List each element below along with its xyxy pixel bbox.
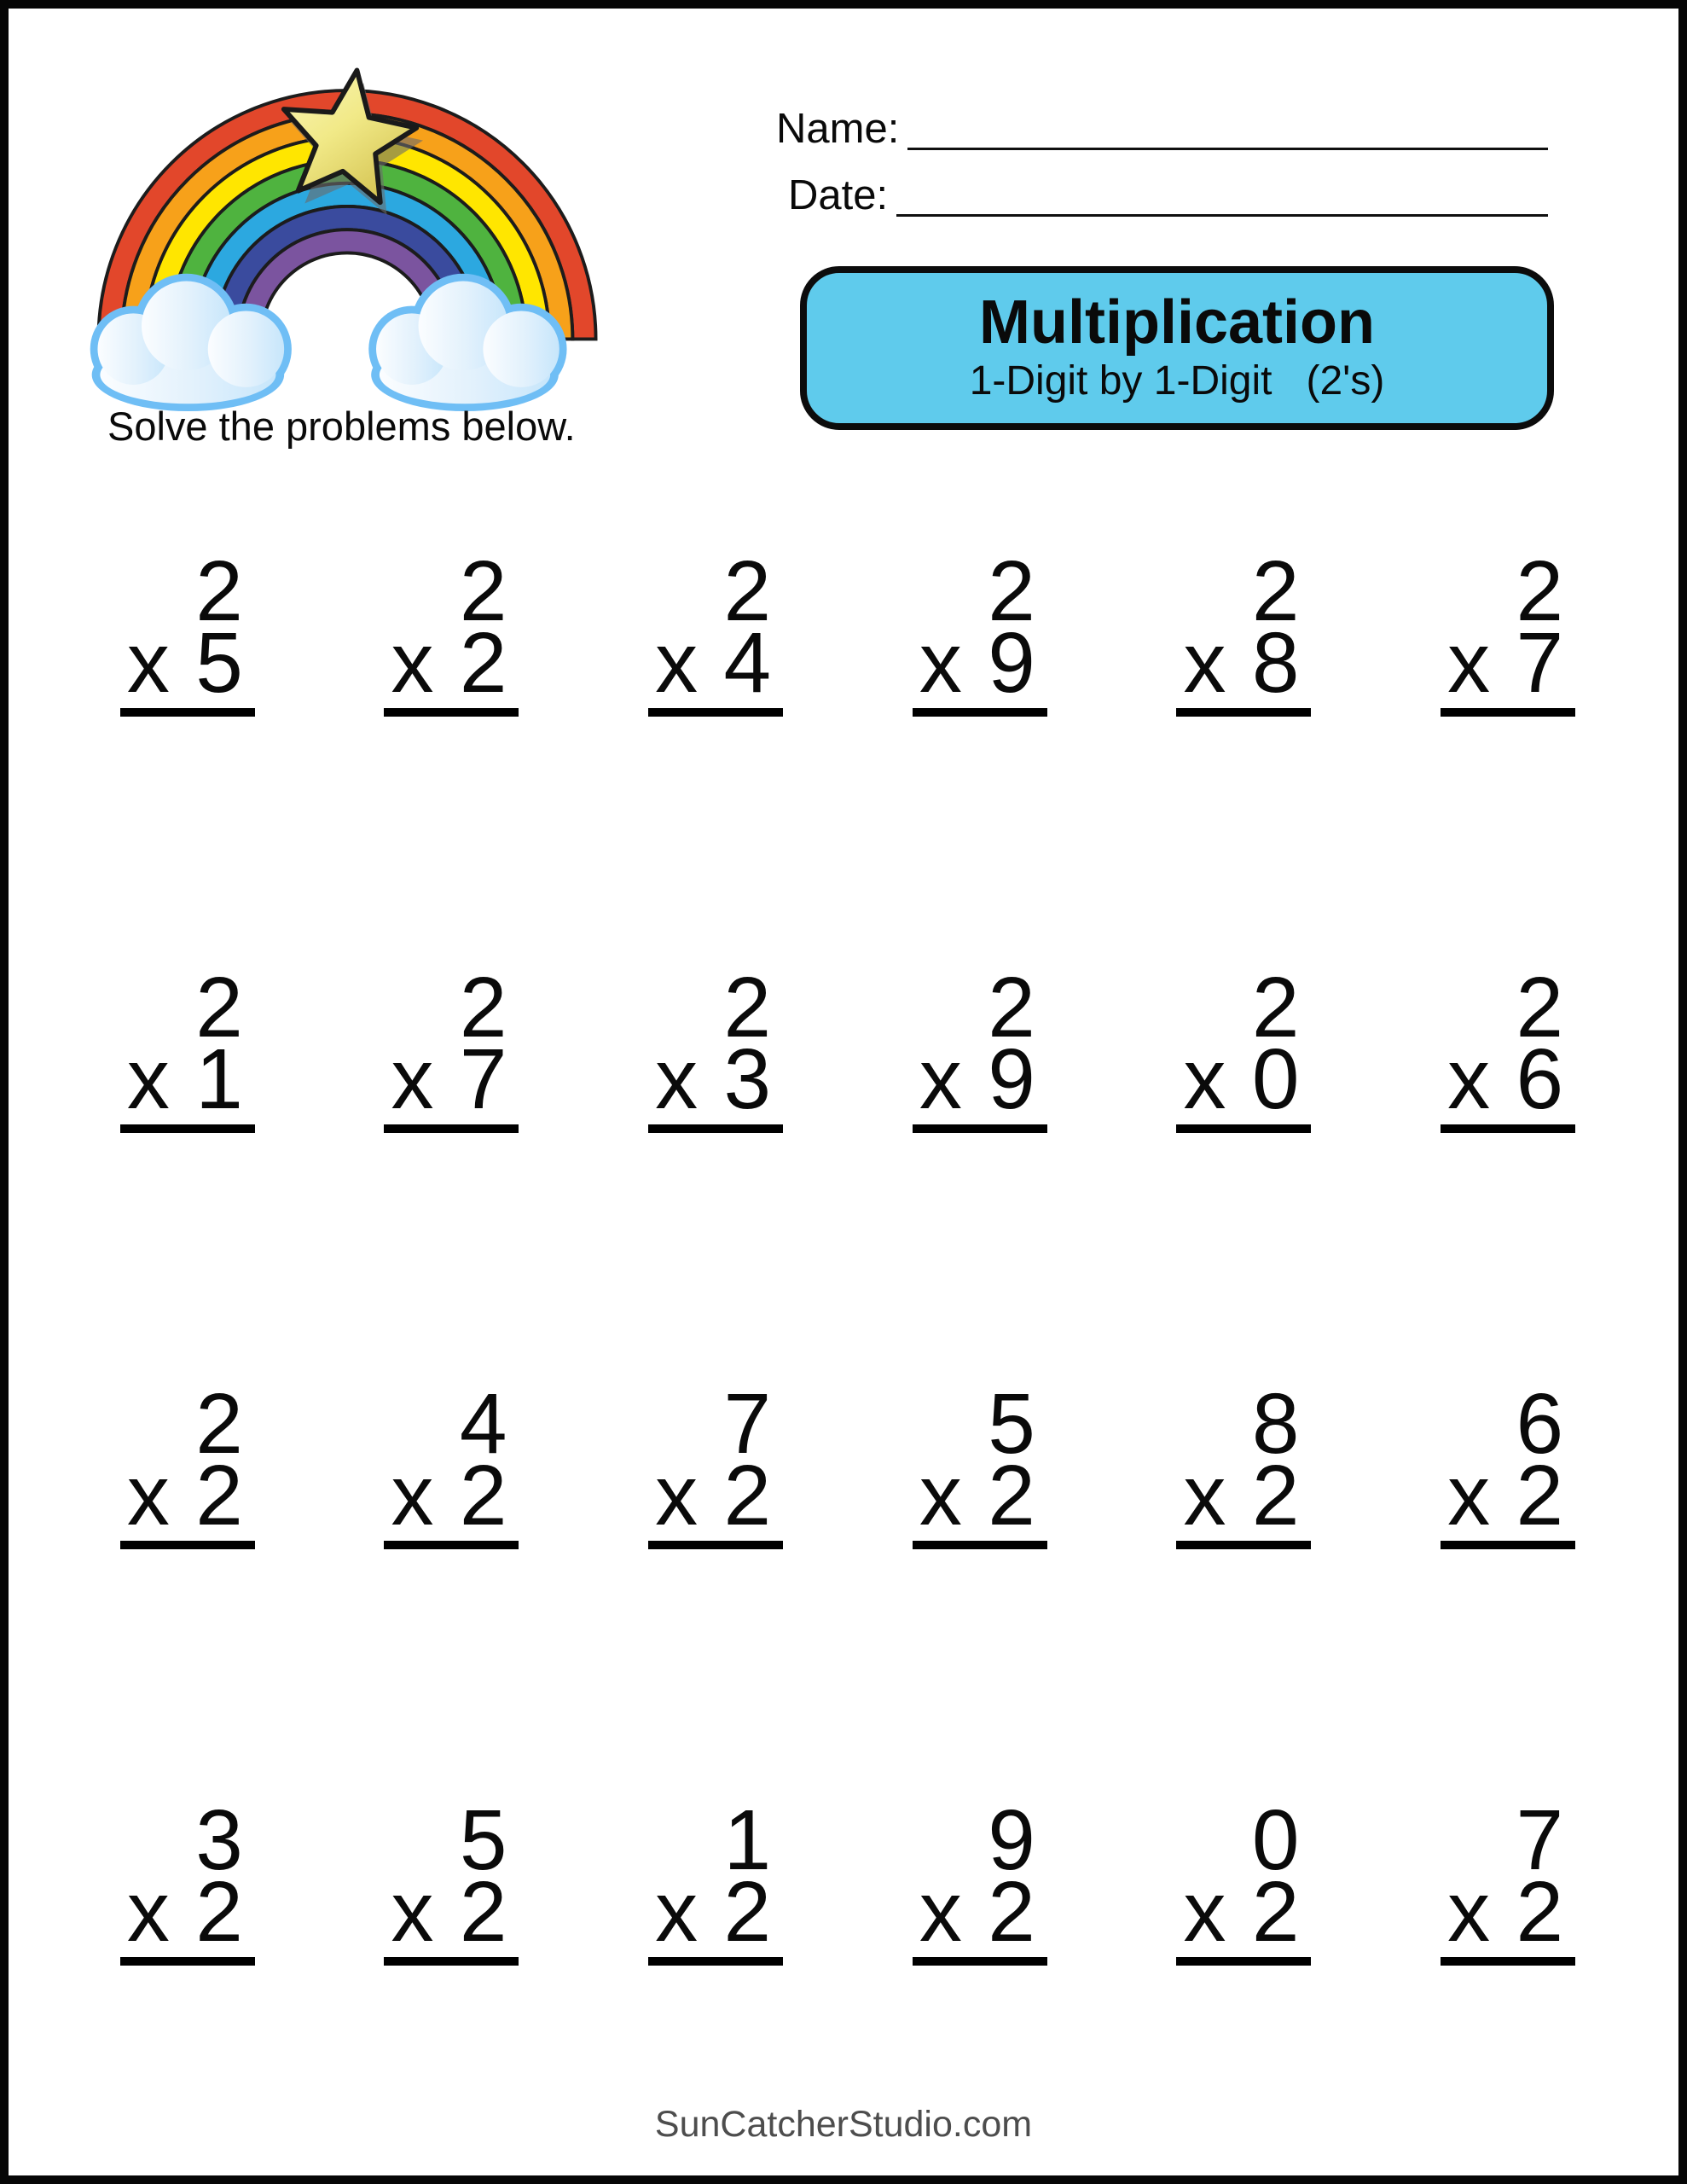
multiplier: 2 <box>723 1864 772 1960</box>
multiplication-problem <box>648 1376 783 1769</box>
multiply-operator: x <box>1183 615 1226 711</box>
instruction-text: Solve the problems below. <box>107 404 576 449</box>
multiplication-problem <box>648 543 783 937</box>
multiplier: 1 <box>195 1031 243 1127</box>
multiplier: 2 <box>195 1448 243 1543</box>
multiplicand: 7 <box>723 1376 772 1472</box>
problem-cell <box>583 520 848 937</box>
multiplier: 6 <box>1516 1031 1564 1127</box>
multiplicand: 2 <box>723 543 772 639</box>
multiplier: 2 <box>1516 1448 1564 1543</box>
answer-line <box>1176 1541 1311 1549</box>
date-line <box>896 173 1548 217</box>
multiply-operator: x <box>655 1864 699 1960</box>
problem-cell <box>1112 520 1377 937</box>
multiplicand: 3 <box>195 1792 243 1888</box>
problem-cell <box>1376 1353 1640 1769</box>
multiplication-problem <box>120 543 255 937</box>
problem-cell <box>848 520 1112 937</box>
multiplier: 2 <box>723 1448 772 1543</box>
answer-line <box>913 1124 1047 1133</box>
problem-cell <box>320 1353 584 1769</box>
multiplicand: 2 <box>1516 960 1564 1055</box>
worksheet-subtitle: 1-Digit by 1-Digit (2's) <box>969 358 1385 404</box>
answer-line <box>120 1124 255 1133</box>
multiply-operator: x <box>919 1448 962 1543</box>
multiplication-problem <box>1441 543 1575 937</box>
problem-cell <box>848 937 1112 1353</box>
problem-cell <box>55 1353 320 1769</box>
answer-line <box>648 1124 783 1133</box>
name-row <box>776 102 1548 150</box>
multiplication-problem <box>913 1376 1047 1769</box>
problem-cell <box>848 1353 1112 1769</box>
multiplicand: 4 <box>459 1376 507 1472</box>
multiply-operator: x <box>655 615 699 711</box>
multiplicand: 2 <box>1516 543 1564 639</box>
multiplicand: 6 <box>1516 1376 1564 1472</box>
multiplication-problem <box>1176 543 1311 937</box>
answer-line <box>120 1957 255 1966</box>
worksheet-title: Multiplication <box>979 288 1375 357</box>
multiplication-problem <box>120 960 255 1353</box>
multiply-operator: x <box>126 615 170 711</box>
multiplicand: 1 <box>723 1792 772 1888</box>
problem-cell <box>55 520 320 937</box>
answer-line <box>384 1957 519 1966</box>
multiply-operator: x <box>919 1864 962 1960</box>
multiplier: 2 <box>459 1448 507 1543</box>
multiplier: 2 <box>1251 1448 1300 1543</box>
problem-cell <box>583 937 848 1353</box>
answer-line <box>384 1541 519 1549</box>
answer-line <box>1441 1124 1575 1133</box>
multiplication-problem <box>1176 960 1311 1353</box>
answer-line <box>913 1957 1047 1966</box>
multiply-operator: x <box>1183 1864 1226 1960</box>
multiplier: 2 <box>1516 1864 1564 1960</box>
multiplier: 7 <box>1516 615 1564 711</box>
multiplier: 2 <box>459 615 507 711</box>
answer-line <box>1441 708 1575 717</box>
multiply-operator: x <box>391 1031 434 1127</box>
multiplier: 8 <box>1251 615 1300 711</box>
multiplicand: 9 <box>988 1792 1035 1888</box>
date-row <box>776 169 1548 217</box>
answer-line <box>1441 1541 1575 1549</box>
multiplication-problem <box>913 543 1047 937</box>
answer-line <box>913 1541 1047 1549</box>
multiplicand: 5 <box>459 1792 507 1888</box>
multiplicand: 8 <box>1251 1376 1300 1472</box>
answer-line <box>913 708 1047 717</box>
multiply-operator: x <box>919 1031 962 1127</box>
multiply-operator: x <box>1183 1448 1226 1543</box>
answer-line <box>1441 1957 1575 1966</box>
multiplier: 4 <box>723 615 772 711</box>
multiplication-problem <box>648 960 783 1353</box>
multiply-operator: x <box>655 1031 699 1127</box>
multiplicand: 2 <box>1251 960 1300 1055</box>
title-box <box>800 266 1554 430</box>
multiply-operator: x <box>391 1448 434 1543</box>
problem-cell <box>1112 937 1377 1353</box>
answer-line <box>648 1957 783 1966</box>
name-label: Name: <box>776 106 900 152</box>
multiplication-problem <box>913 960 1047 1353</box>
multiplier: 9 <box>988 615 1035 711</box>
multiplier: 2 <box>988 1448 1035 1543</box>
multiplier: 2 <box>195 1864 243 1960</box>
multiply-operator: x <box>1447 1864 1491 1960</box>
multiplicand: 2 <box>459 960 507 1055</box>
multiplier: 2 <box>459 1864 507 1960</box>
multiplication-problem <box>1441 1376 1575 1769</box>
multiply-operator: x <box>126 1031 170 1127</box>
answer-line <box>384 708 519 717</box>
problem-cell <box>1112 1353 1377 1769</box>
multiplicand: 2 <box>459 543 507 639</box>
multiplier: 2 <box>1251 1864 1300 1960</box>
multiplier: 2 <box>988 1864 1035 1960</box>
multiply-operator: x <box>919 615 962 711</box>
problems-grid <box>55 520 1640 2184</box>
problem-cell <box>1376 937 1640 1353</box>
problem-cell <box>320 937 584 1353</box>
multiplicand: 2 <box>195 960 243 1055</box>
problem-cell <box>320 520 584 937</box>
answer-line <box>648 1541 783 1549</box>
multiplier: 7 <box>459 1031 507 1127</box>
multiplier: 5 <box>195 615 243 711</box>
multiplicand: 2 <box>988 543 1035 639</box>
multiplication-problem <box>120 1376 255 1769</box>
multiplicand: 2 <box>195 1376 243 1472</box>
multiplicand: 2 <box>195 543 243 639</box>
multiply-operator: x <box>1447 1031 1491 1127</box>
multiplication-problem <box>1176 1376 1311 1769</box>
multiply-operator: x <box>126 1448 170 1543</box>
problem-cell <box>583 1353 848 1769</box>
name-date-block <box>776 102 1548 217</box>
date-label: Date: <box>788 172 889 218</box>
multiply-operator: x <box>391 1864 434 1960</box>
problem-cell <box>55 937 320 1353</box>
multiply-operator: x <box>655 1448 699 1543</box>
answer-line <box>1176 1124 1311 1133</box>
multiplication-problem <box>384 960 519 1353</box>
multiply-operator: x <box>126 1864 170 1960</box>
answer-line <box>120 1541 255 1549</box>
problem-cell <box>1376 520 1640 937</box>
multiply-operator: x <box>391 615 434 711</box>
multiplication-problem <box>1441 960 1575 1353</box>
answer-line <box>120 708 255 717</box>
multiplicand: 2 <box>1251 543 1300 639</box>
multiplier: 3 <box>723 1031 772 1127</box>
multiplication-problem <box>384 543 519 937</box>
multiplication-problem <box>384 1376 519 1769</box>
rainbow-graphic <box>82 56 612 415</box>
multiplicand: 2 <box>988 960 1035 1055</box>
multiplicand: 7 <box>1516 1792 1564 1888</box>
answer-line <box>648 708 783 717</box>
multiplicand: 2 <box>723 960 772 1055</box>
website-credit: SunCatcherStudio.com <box>654 2104 1033 2145</box>
name-line <box>907 107 1548 150</box>
answer-line <box>1176 1957 1311 1966</box>
multiplicand: 0 <box>1251 1792 1300 1888</box>
answer-line <box>384 1124 519 1133</box>
multiply-operator: x <box>1447 615 1491 711</box>
multiply-operator: x <box>1183 1031 1226 1127</box>
multiplier: 0 <box>1251 1031 1300 1127</box>
rainbow-icon <box>82 56 612 415</box>
multiply-operator: x <box>1447 1448 1491 1543</box>
multiplicand: 5 <box>988 1376 1035 1472</box>
multiplier: 9 <box>988 1031 1035 1127</box>
answer-line <box>1176 708 1311 717</box>
